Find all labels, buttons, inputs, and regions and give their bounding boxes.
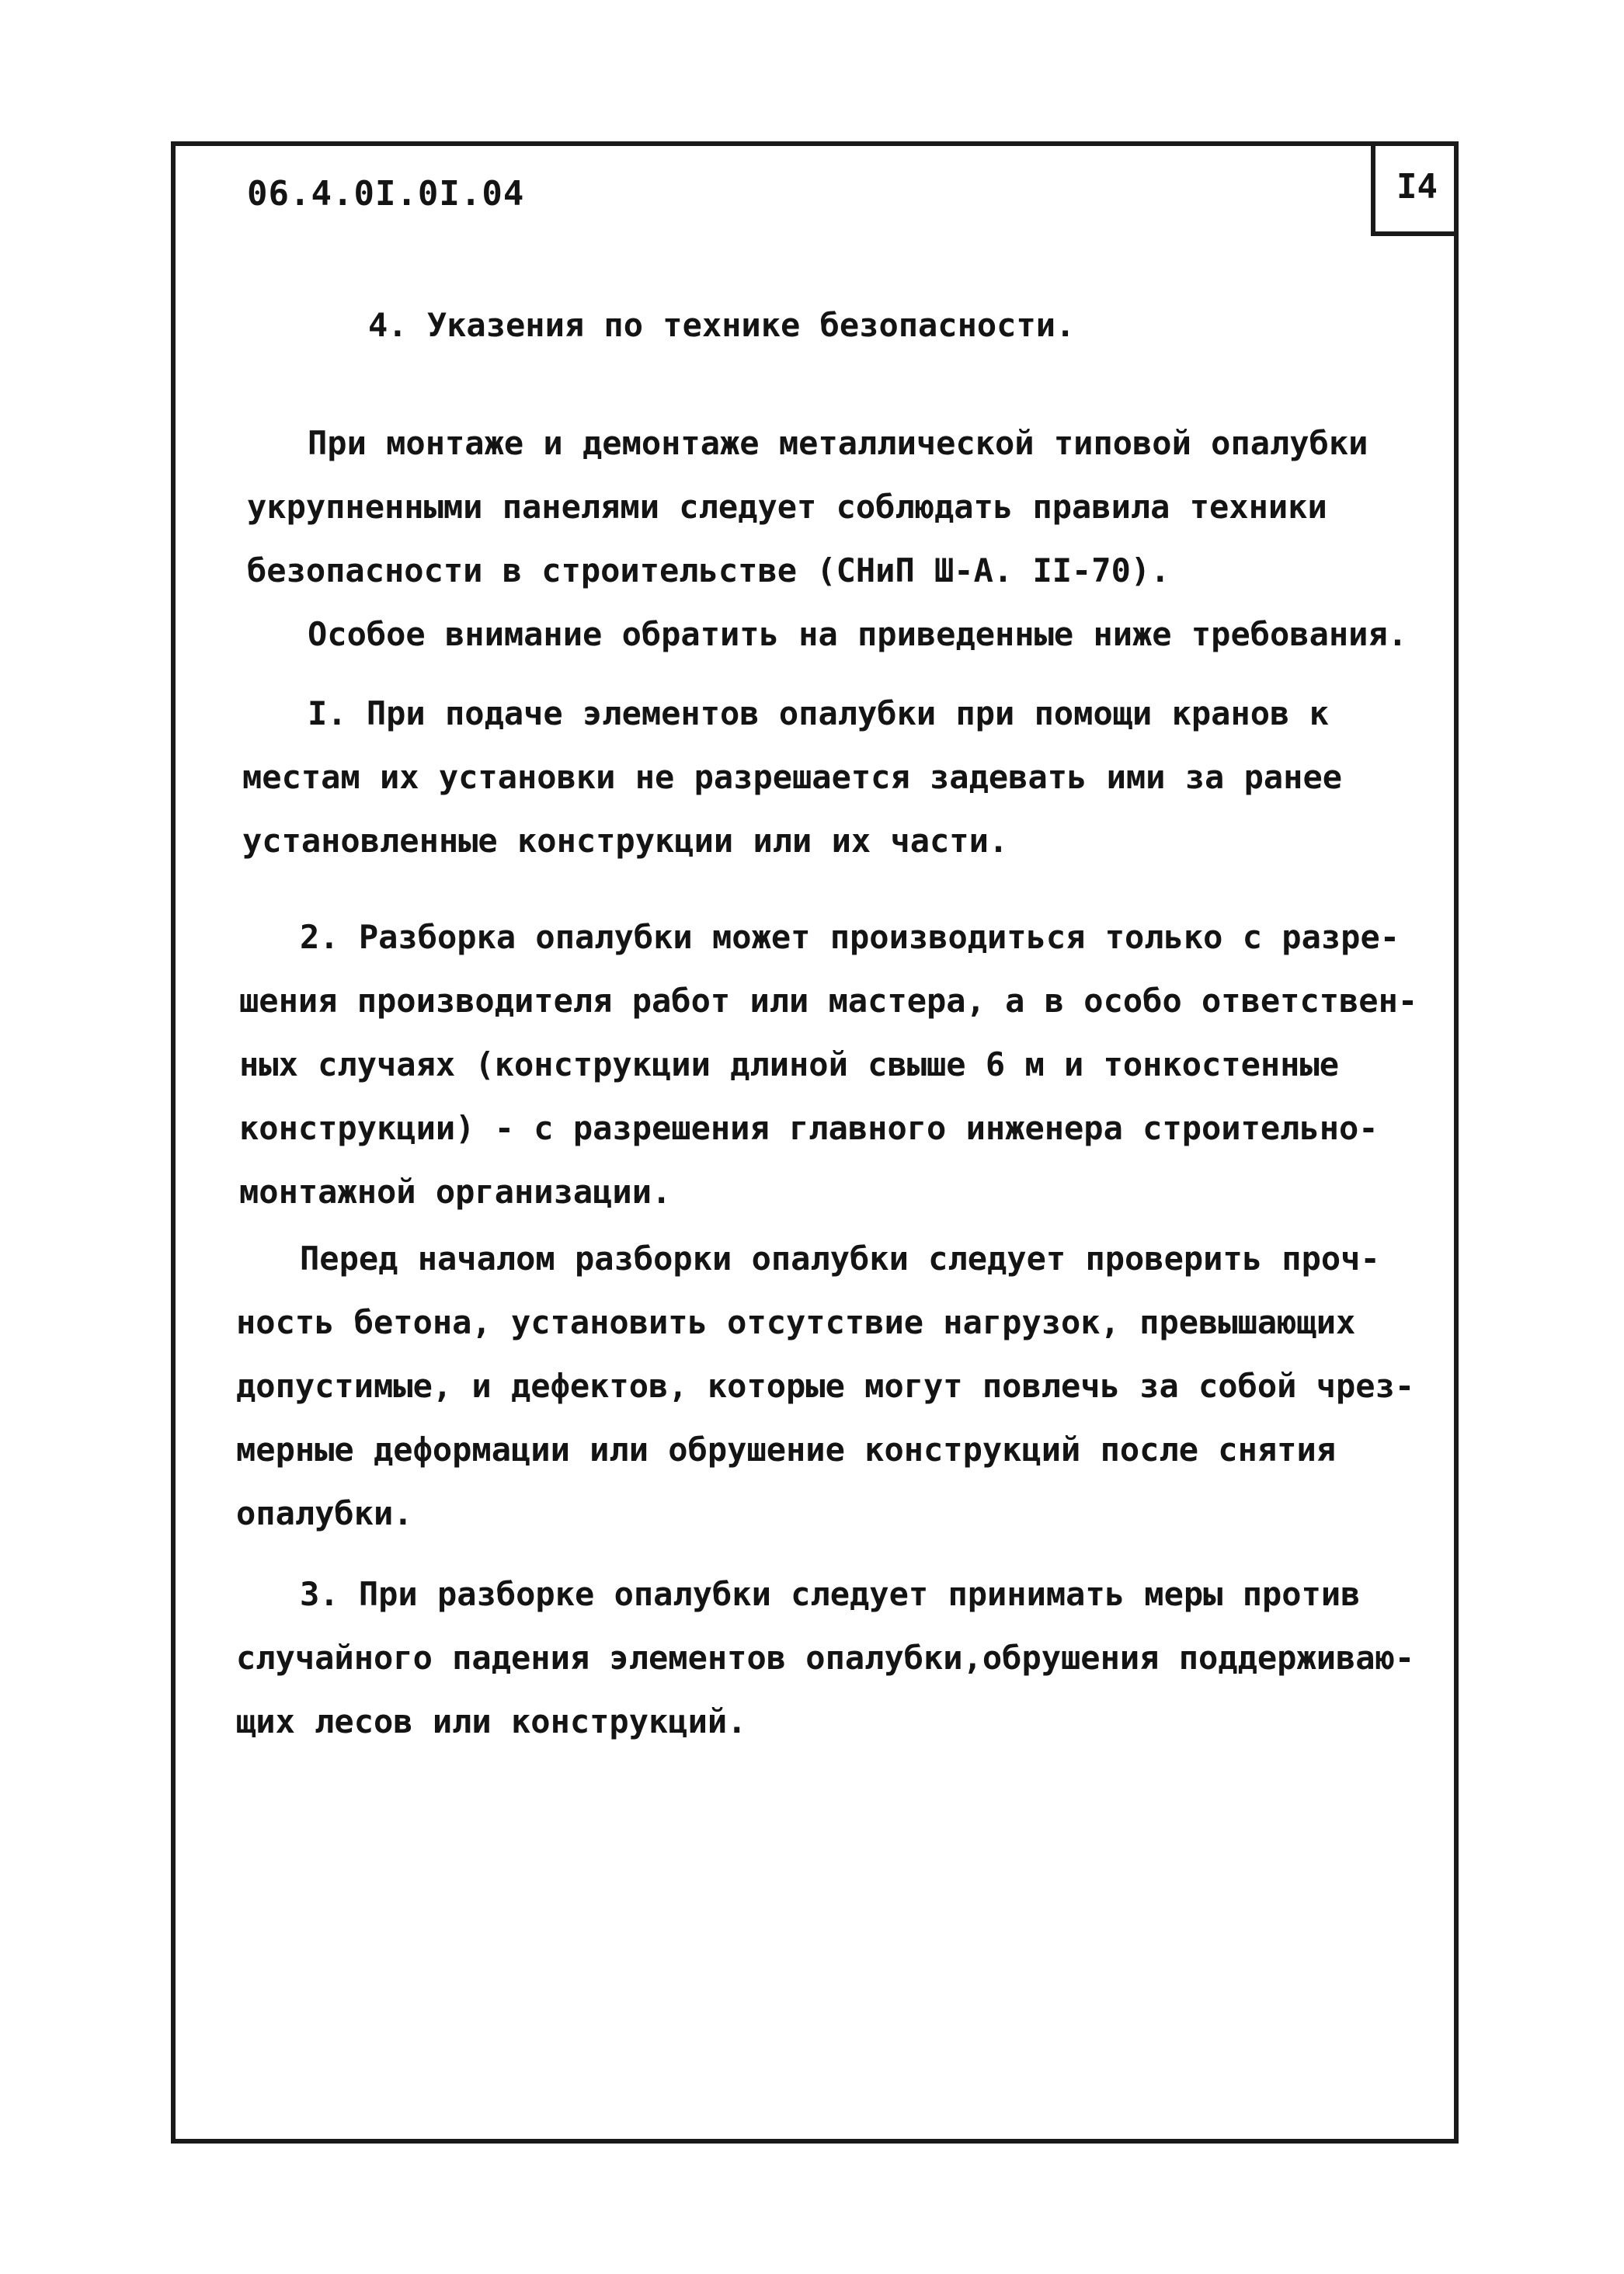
text-line: местам их установки не разрешается задевать ими за ранее xyxy=(242,758,1343,796)
text-line: мерные деформации или обрушение конструкций после снятия xyxy=(236,1431,1337,1469)
text-line: 2. Разборка опалубки может производиться только с разре- xyxy=(300,918,1400,956)
text-line: ность бетона, установить отсутствие нагрузок, превышающих xyxy=(236,1303,1356,1341)
text-line: 3. При разборке опалубки следует принимать меры против xyxy=(300,1575,1361,1613)
text-line: Особое внимание обратить на приведенные ниже требования. xyxy=(308,615,1408,653)
text-line: случайного падения элементов опалубки,обрушения поддерживаю- xyxy=(236,1639,1415,1677)
text-line: укрупненными панелями следует соблюдать правила техники xyxy=(247,488,1327,526)
text-line: При монтаже и демонтаже металлической типовой опалубки xyxy=(308,424,1368,462)
text-line: монтажной организации. xyxy=(239,1173,672,1211)
text-line: опалубки. xyxy=(236,1494,413,1532)
page-number-text: I4 xyxy=(1396,166,1438,207)
text-line: установленные конструкции или их части. xyxy=(242,822,1009,860)
page-number xyxy=(1371,141,1459,236)
text-line: Перед началом разборки опалубки следует проверить проч- xyxy=(300,1240,1380,1278)
text-line: I. При подаче элементов опалубки при помощи кранов к xyxy=(308,694,1329,732)
section-title: 4. Указения по технике безопасности. xyxy=(368,306,1076,344)
text-line: щих лесов или конструкций. xyxy=(236,1702,747,1740)
text-line: ных случаях (конструкции длиной свыше 6 м и тонкостенные xyxy=(239,1045,1340,1083)
text-line: допустимые, и дефектов, которые могут повлечь за собой чрез- xyxy=(236,1367,1415,1405)
text-line: безопасности в строительстве (СНиП Ш-А. II-70). xyxy=(247,551,1170,589)
text-line: конструкции) - с разрешения главного инженера строительно- xyxy=(239,1109,1379,1147)
text-line: шения производителя работ или мастера, а в особо ответствен- xyxy=(239,982,1418,1020)
document-code: 06.4.0I.0I.04 xyxy=(247,174,525,214)
